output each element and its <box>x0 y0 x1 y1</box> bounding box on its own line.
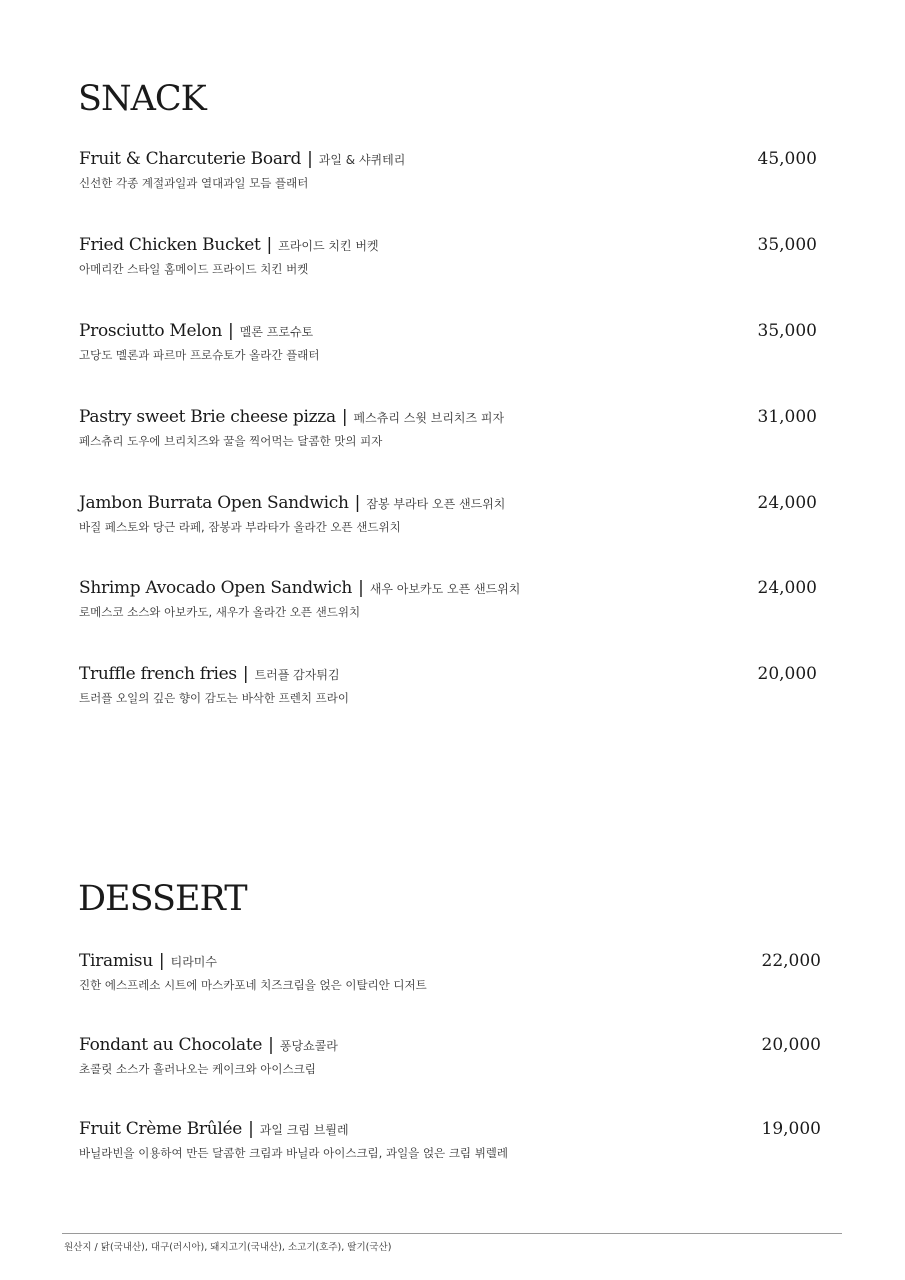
menu-item-name-ko: 퐁당쇼콜라 <box>279 1039 338 1053</box>
name-separator: | <box>242 664 249 684</box>
menu-item <box>79 577 817 625</box>
menu-item-name-line <box>79 492 505 515</box>
name-separator: | <box>158 951 165 971</box>
menu-item-name-en: Shrimp Avocado Open Sandwich <box>79 578 353 598</box>
menu-item <box>79 148 817 196</box>
menu-item-description: 바닐라빈을 이용하여 만든 달콤한 크림과 바닐라 아이스크림, 과일을 얹은 크림 뷔렐레 <box>79 1146 509 1160</box>
origin-note: 원산지 / 닭(국내산), 대구(러시아), 돼지고기(국내산), 소고기(호주), 딸기(국산) <box>64 1242 392 1253</box>
menu-item-name-line <box>79 1034 338 1057</box>
menu-item-name-ko: 프라이드 치킨 버켓 <box>278 239 379 253</box>
menu-item-description: 로메스코 소스와 아보카도, 새우가 올라간 오픈 샌드위치 <box>79 605 361 619</box>
menu-item <box>79 234 817 282</box>
menu-item <box>79 1118 821 1166</box>
menu-item-name-ko: 멜론 프로슈토 <box>239 325 314 339</box>
menu-item-name-line <box>79 148 405 171</box>
menu-item-name-line <box>79 320 313 343</box>
menu-item-price: 31,000 <box>757 407 817 427</box>
menu-item-description: 고당도 멜론과 파르마 프로슈토가 올라간 플래터 <box>79 348 320 362</box>
menu-item-price: 24,000 <box>757 493 817 513</box>
menu-item-name-ko: 잠봉 부라타 오픈 샌드위치 <box>366 497 506 511</box>
menu-item-name-en: Pastry sweet Brie cheese pizza <box>79 407 336 427</box>
menu-item <box>79 950 821 998</box>
dessert-section-title: DESSERT <box>78 879 247 919</box>
name-separator: | <box>354 493 361 513</box>
menu-item-description: 페스츄리 도우에 브리치즈와 꿀을 찍어먹는 달콤한 맛의 피자 <box>79 434 383 448</box>
menu-item-name-en: Tiramisu <box>79 951 153 971</box>
name-separator: | <box>228 321 234 341</box>
menu-item-name-ko: 과일 & 샤퀴테리 <box>318 153 406 167</box>
menu-item-name-line <box>79 1118 349 1141</box>
menu-item-price: 20,000 <box>757 664 817 684</box>
name-separator: | <box>266 235 273 255</box>
menu-item-name-ko: 페스츄리 스윗 브리치즈 피자 <box>353 411 505 425</box>
menu-item <box>79 406 817 454</box>
menu-item-description: 트러플 오일의 깊은 향이 감도는 바삭한 프렌치 프라이 <box>79 691 349 705</box>
menu-item-price: 22,000 <box>761 951 821 971</box>
snack-section-title: SNACK <box>78 79 206 119</box>
menu-item-name-line <box>79 406 504 429</box>
menu-item-name-en: Fried Chicken Bucket <box>79 235 261 255</box>
menu-item-name-line <box>79 234 379 257</box>
name-separator: | <box>358 578 364 598</box>
name-separator: | <box>268 1035 274 1055</box>
menu-item-description: 진한 에스프레소 시트에 마스카포네 치즈크림을 얹은 이탈리안 디저트 <box>79 978 427 992</box>
menu-item-name-line <box>79 950 217 973</box>
name-separator: | <box>307 149 313 169</box>
menu-item <box>79 663 817 711</box>
menu-item <box>79 492 817 540</box>
menu-item-price: 24,000 <box>757 578 817 598</box>
menu-item-name-en: Jambon Burrata Open Sandwich <box>79 493 349 513</box>
menu-item-price: 45,000 <box>757 149 817 169</box>
menu-item-description: 아메리칸 스타일 홈메이드 프라이드 치킨 버켓 <box>79 262 309 276</box>
menu-item-price: 35,000 <box>757 321 817 341</box>
menu-item <box>79 320 817 368</box>
menu-item-name-ko: 새우 아보카도 오픈 샌드위치 <box>369 582 521 596</box>
menu-item-price: 20,000 <box>761 1035 821 1055</box>
menu-item-name-ko: 티라미수 <box>170 955 217 969</box>
menu-item-name-en: Prosciutto Melon <box>79 321 223 341</box>
footer-divider <box>62 1233 842 1234</box>
menu-item-name-en: Fruit Crème Brûlée <box>79 1119 243 1139</box>
menu-item-name-line <box>79 577 520 600</box>
menu-item-name-en: Truffle french fries <box>79 664 237 684</box>
name-separator: | <box>248 1119 254 1139</box>
menu-item-name-ko: 과일 크림 브륄레 <box>259 1123 349 1137</box>
menu-item-price: 19,000 <box>761 1119 821 1139</box>
menu-item-description: 초콜릿 소스가 흘러나오는 케이크와 아이스크림 <box>79 1062 316 1076</box>
menu-item-name-ko: 트러플 감자튀김 <box>254 668 340 682</box>
menu-item-price: 35,000 <box>757 235 817 255</box>
menu-item-name-line <box>79 663 340 686</box>
menu-item-description: 신선한 각종 계절과일과 열대과일 모듬 플래터 <box>79 176 309 190</box>
menu-item-name-en: Fruit & Charcuterie Board <box>79 149 302 169</box>
menu-item-description: 바질 페스토와 당근 라페, 잠봉과 부라타가 올라간 오픈 샌드위치 <box>79 520 401 534</box>
menu-item <box>79 1034 821 1082</box>
name-separator: | <box>341 407 348 427</box>
menu-item-name-en: Fondant au Chocolate <box>79 1035 263 1055</box>
